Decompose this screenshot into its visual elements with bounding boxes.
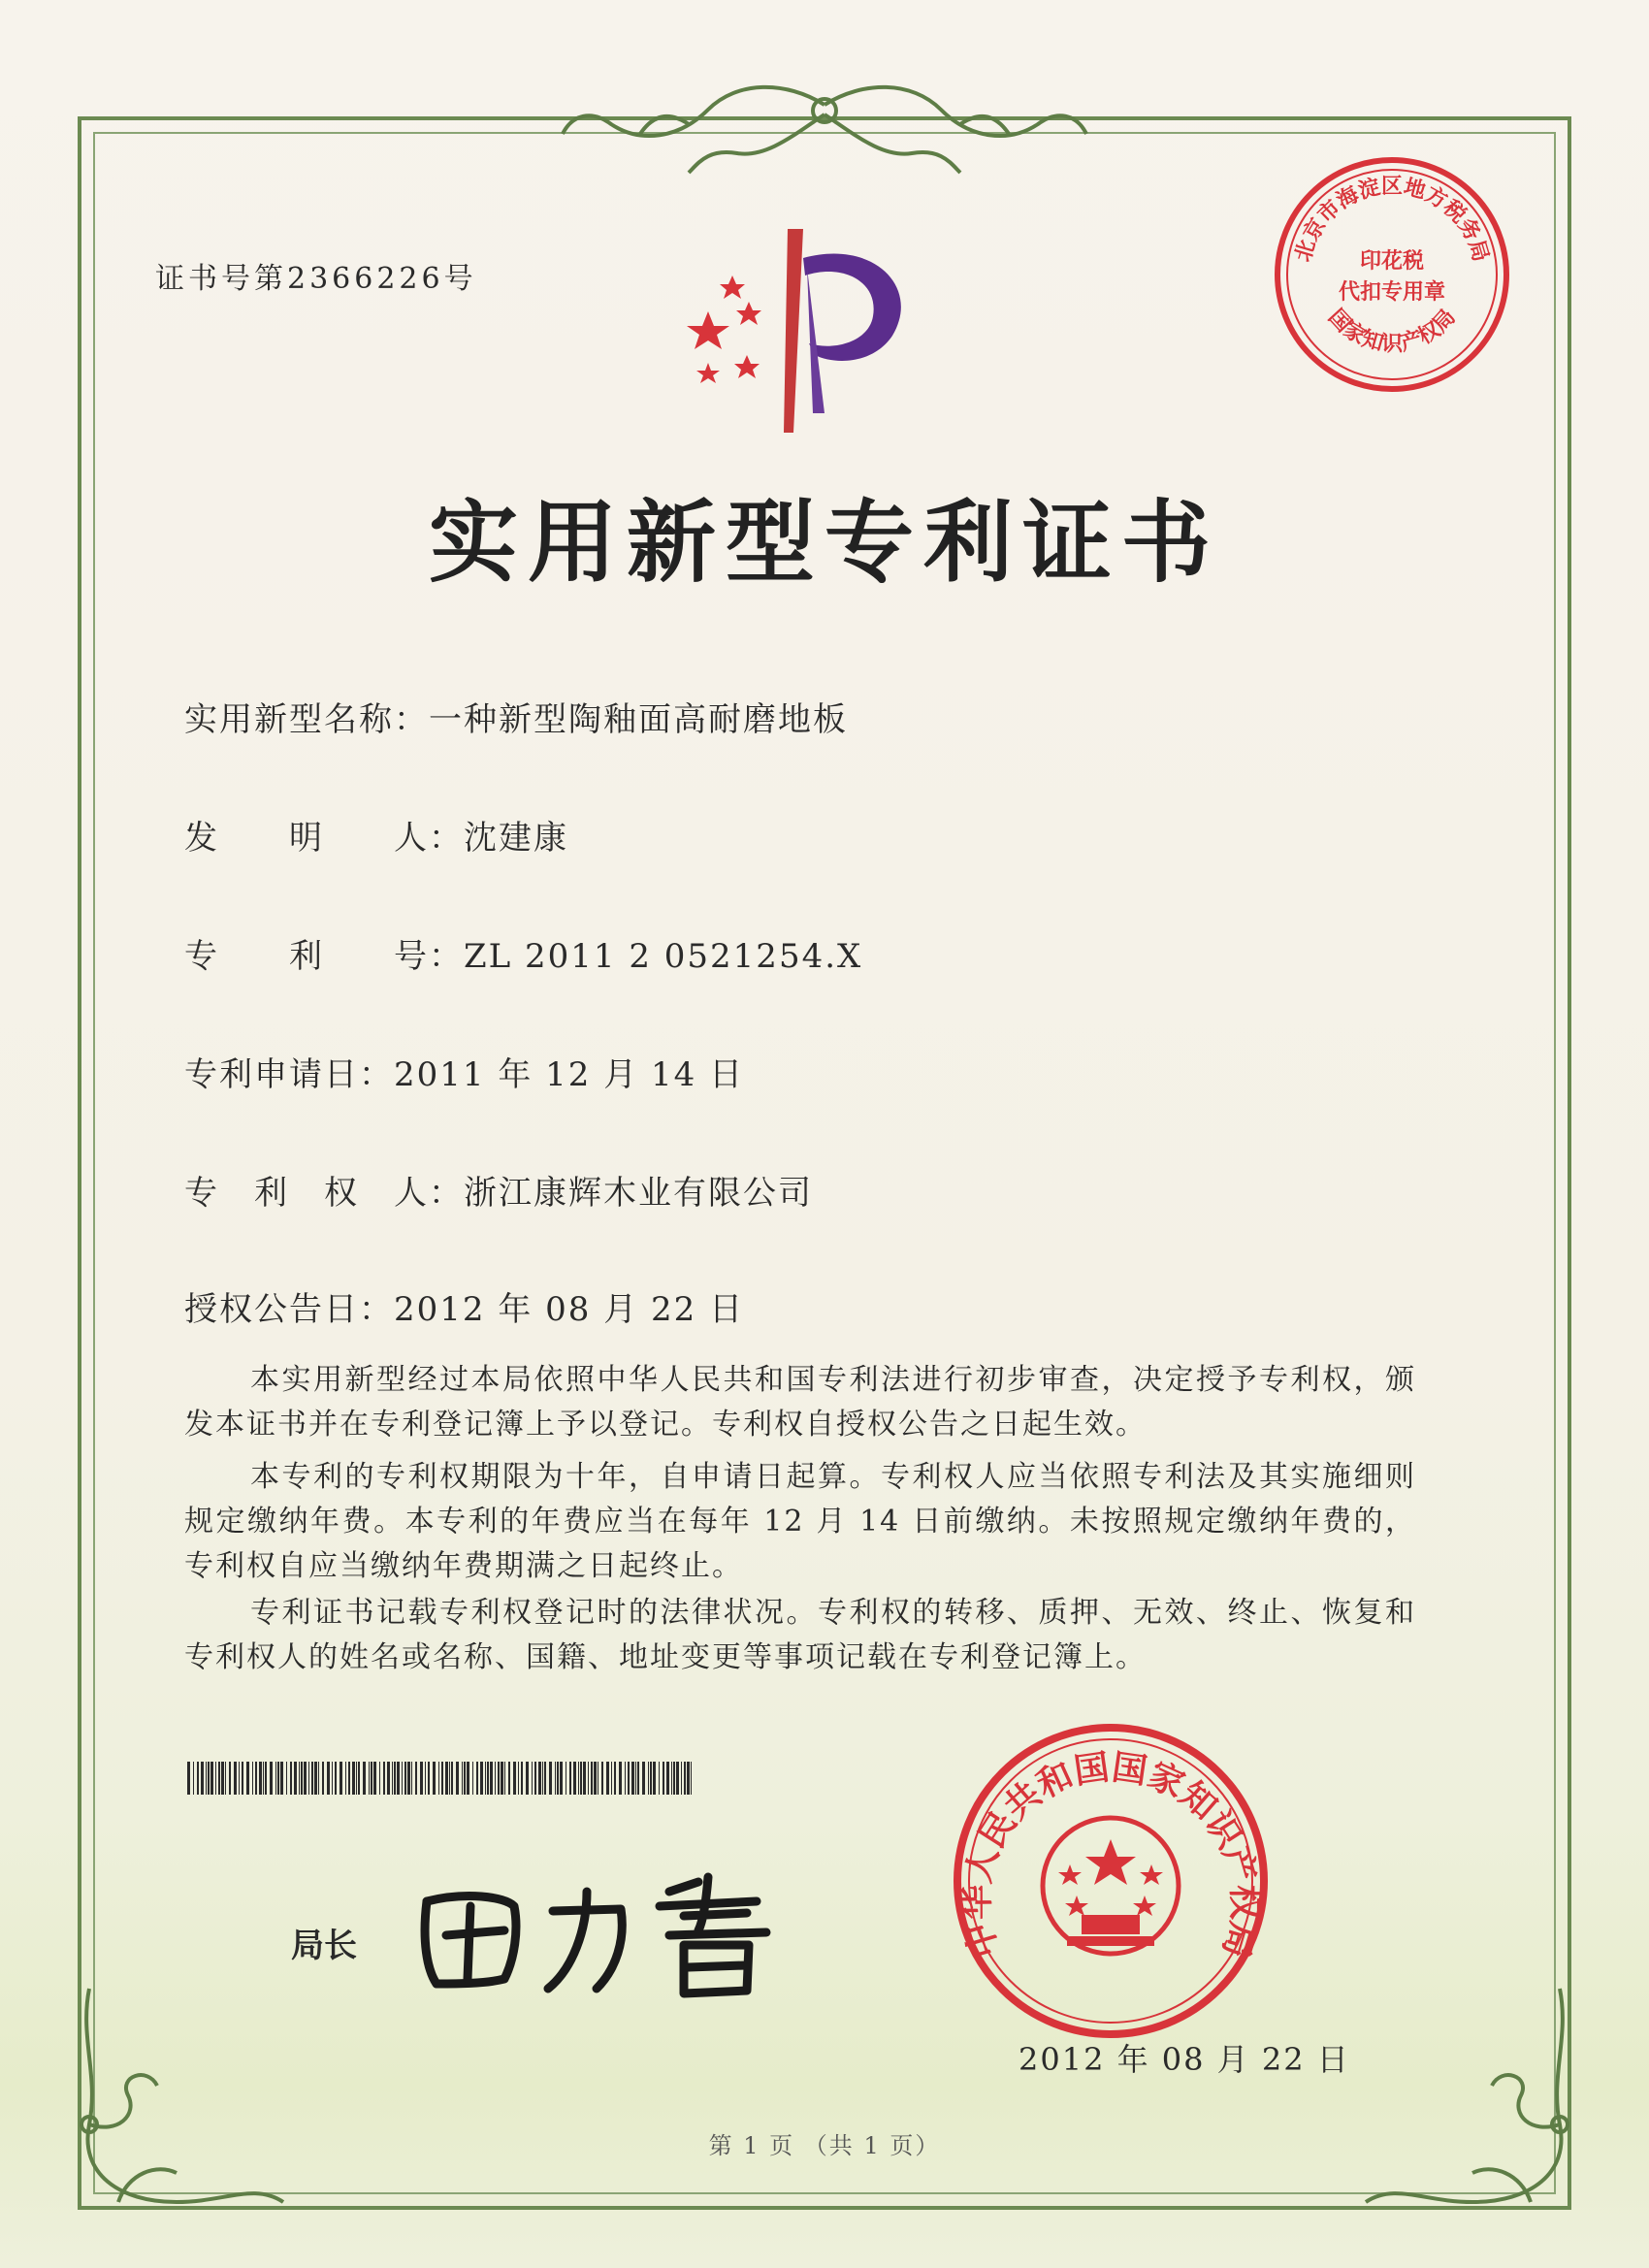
barcode-bar — [521, 1762, 523, 1795]
barcode-bar — [676, 1762, 679, 1795]
barcode-bar — [501, 1762, 503, 1795]
barcode-bar — [495, 1762, 496, 1795]
barcode-bar — [208, 1762, 210, 1795]
barcode-bar — [659, 1762, 660, 1795]
field-application-date — [184, 1048, 744, 1095]
barcode-bar — [456, 1762, 459, 1795]
tax-seal-line-1: 印花税 — [1359, 248, 1425, 274]
barcode-bar — [301, 1762, 303, 1795]
barcode-bar — [557, 1762, 559, 1795]
barcode-bar — [275, 1762, 276, 1795]
barcode-bar — [210, 1762, 213, 1795]
barcode-bar — [625, 1762, 626, 1795]
barcode-bar — [445, 1762, 448, 1795]
barcode-bar — [397, 1762, 400, 1795]
barcode-bar — [215, 1762, 216, 1795]
top-ornament — [543, 76, 1106, 182]
barcode-bar — [687, 1762, 690, 1795]
barcode-bar — [462, 1762, 463, 1795]
barcode-bar — [234, 1762, 237, 1795]
barcode-bar — [246, 1762, 249, 1795]
barcode-bar — [404, 1762, 406, 1795]
barcode-bar — [280, 1762, 283, 1795]
barcode-bar — [340, 1762, 342, 1795]
barcode-bar — [221, 1762, 224, 1795]
barcode-bar — [583, 1762, 586, 1795]
field-value: 浙江康辉木业有限公司 — [464, 1174, 813, 1213]
barcode-bar — [392, 1762, 393, 1795]
barcode-bar — [628, 1762, 630, 1795]
barcode-bar — [555, 1762, 556, 1795]
barcode-bar — [411, 1762, 412, 1795]
barcode-bar — [379, 1762, 380, 1795]
field-inventor — [184, 811, 568, 859]
barcode-bar — [242, 1762, 243, 1795]
barcode-bar — [681, 1762, 682, 1795]
barcode-bar — [373, 1762, 376, 1795]
barcode-bar — [606, 1762, 609, 1795]
patent-office-logo — [679, 229, 931, 433]
barcode-bar — [601, 1762, 603, 1795]
barcode-bar — [653, 1762, 656, 1795]
barcode-bar — [544, 1762, 546, 1795]
barcode-bar — [318, 1762, 319, 1795]
barcode-bar — [580, 1762, 582, 1795]
barcode-bar — [441, 1762, 443, 1795]
field-patent-number — [184, 929, 862, 977]
barcode-bar — [299, 1762, 300, 1795]
barcode-bar — [487, 1762, 489, 1795]
field-value: 2012 年 08 月 22 日 — [394, 1290, 745, 1329]
barcode-bar — [673, 1762, 675, 1795]
barcode-bar — [451, 1762, 453, 1795]
field-value: 沈建康 — [464, 819, 568, 858]
field-label: 专利申请日： — [184, 1055, 394, 1094]
body-paragraph-2: 本专利的专利权期限为十年，自申请日起算。专利权人应当依照专利法及其实施细则规定缴纳年费。本专利的年费应当在每年 12 月 14 日前缴纳。未按照规定缴纳年费的，专利权自应当缴纳年费期满之日起终止。 — [184, 1460, 1416, 1583]
barcode-bar — [345, 1762, 346, 1795]
barcode-bar — [206, 1762, 207, 1795]
page-number: 第 1 页 （共 1 页） — [708, 2132, 941, 2159]
barcode-bar — [464, 1762, 466, 1795]
barcode-bar — [304, 1762, 307, 1795]
barcode-bar — [508, 1762, 510, 1795]
field-value: 2011 年 12 月 14 日 — [394, 1055, 745, 1094]
barcode-bar — [259, 1762, 262, 1795]
barcode-bar — [277, 1762, 279, 1795]
barcode-bar — [611, 1762, 612, 1795]
barcode-bar — [363, 1762, 366, 1795]
field-utility-model-name — [184, 693, 848, 740]
barcode-bar — [290, 1762, 292, 1795]
barcode-bar — [308, 1762, 309, 1795]
barcode-bar — [671, 1762, 672, 1795]
barcode-bar — [415, 1762, 417, 1795]
barcode-bar — [619, 1762, 622, 1795]
barcode-bar — [449, 1762, 450, 1795]
barcode-bar — [358, 1762, 360, 1795]
barcode-bar — [538, 1762, 541, 1795]
barcode-bar — [467, 1762, 469, 1795]
field-label: 发 明 人： — [184, 819, 464, 858]
tax-seal-stamp — [1271, 153, 1513, 396]
barcode-bar — [518, 1762, 519, 1795]
barcode-bar — [635, 1762, 636, 1795]
barcode-bar — [263, 1762, 264, 1795]
barcode-bar — [286, 1762, 287, 1795]
seal-date: 2012 年 08 月 22 日 — [1018, 2041, 1350, 2078]
barcode-bar — [560, 1762, 563, 1795]
barcode-bar — [311, 1762, 313, 1795]
barcode-bar — [425, 1762, 426, 1795]
barcode-bar — [490, 1762, 493, 1795]
barcode-bar — [480, 1762, 483, 1795]
barcode-bar — [369, 1762, 370, 1795]
barcode-bar — [591, 1762, 593, 1795]
barcode-bar — [684, 1762, 686, 1795]
barcode-bar — [542, 1762, 543, 1795]
barcode-bar — [327, 1762, 330, 1795]
barcode-bar — [534, 1762, 536, 1795]
barcode-bar — [526, 1762, 529, 1795]
barcode-bar — [294, 1762, 297, 1795]
barcode-bar — [614, 1762, 616, 1795]
barcode-bar — [485, 1762, 486, 1795]
barcode-bar — [588, 1762, 589, 1795]
barcode-bar — [594, 1762, 597, 1795]
barcode-bar — [438, 1762, 439, 1795]
barcode-bar — [197, 1762, 199, 1795]
director-signature — [407, 1863, 795, 2008]
national-seal-text: 中华人民共和国国家知识产权局 — [955, 1746, 1266, 1963]
barcode-bar — [322, 1762, 324, 1795]
barcode-bar — [573, 1762, 576, 1795]
barcode-bar — [255, 1762, 257, 1795]
field-label: 授权公告日： — [184, 1290, 394, 1329]
body-paragraph-3: 专利证书记载专利权登记时的法律状况。专利权的转移、质押、无效、终止、恢复和专利权人的姓名或名称、国籍、地址变更等事项记载在专利登记簿上。 — [184, 1596, 1416, 1674]
barcode-bar — [532, 1762, 533, 1795]
director-title: 局长 — [291, 1927, 357, 1965]
bottom-right-ornament — [1356, 1979, 1589, 2231]
certificate-title: 实用新型专利证书 — [428, 490, 1220, 595]
barcode-bar — [637, 1762, 639, 1795]
barcode-bar — [270, 1762, 273, 1795]
field-label: 专 利 权 人： — [184, 1174, 464, 1213]
certificate-inner-border — [93, 132, 1556, 2194]
barcode-bar — [225, 1762, 226, 1795]
barcode-bar — [549, 1762, 552, 1795]
barcode — [187, 1762, 692, 1795]
tax-seal-outer-text: 北京市海淀区地方税务局 — [1290, 173, 1494, 265]
bottom-left-ornament — [60, 1979, 293, 2231]
national-ip-office-seal — [951, 1721, 1271, 2041]
barcode-bar — [691, 1762, 692, 1795]
barcode-bar — [383, 1762, 385, 1795]
field-value: 一种新型陶釉面高耐磨地板 — [429, 700, 848, 739]
barcode-bar — [265, 1762, 267, 1795]
barcode-bar — [642, 1762, 645, 1795]
barcode-bar — [348, 1762, 350, 1795]
barcode-bar — [371, 1762, 372, 1795]
barcode-bar — [314, 1762, 317, 1795]
barcode-bar — [498, 1762, 500, 1795]
barcode-bar — [420, 1762, 423, 1795]
barcode-bar — [394, 1762, 396, 1795]
barcode-bar — [356, 1762, 357, 1795]
barcode-bar — [229, 1762, 231, 1795]
barcode-bar — [666, 1762, 669, 1795]
barcode-bar — [218, 1762, 220, 1795]
barcode-bar — [476, 1762, 478, 1795]
barcode-bar — [252, 1762, 253, 1795]
barcode-bar — [402, 1762, 403, 1795]
certificate-number: 证书号第2366226号 — [155, 262, 477, 296]
barcode-bar — [650, 1762, 652, 1795]
barcode-bar — [187, 1762, 190, 1795]
barcode-bar — [663, 1762, 664, 1795]
barcode-bar — [335, 1762, 337, 1795]
tax-seal-bottom-text: 国家知识产权局 — [1323, 304, 1461, 357]
barcode-bar — [387, 1762, 390, 1795]
field-label: 专 利 号： — [184, 937, 464, 976]
field-patentee — [184, 1166, 813, 1214]
body-paragraph-1: 本实用新型经过本局依照中华人民共和国专利法进行初步审查，决定授予专利权，颁发本证书并在专利登记簿上予以登记。专利权自授权公告之日起生效。 — [184, 1363, 1416, 1442]
svg-text:国家知识产权局 — [1323, 305, 1461, 357]
barcode-bar — [428, 1762, 430, 1795]
barcode-bar — [569, 1762, 571, 1795]
field-label: 实用新型名称： — [184, 700, 429, 739]
barcode-bar — [239, 1762, 240, 1795]
barcode-bar — [504, 1762, 505, 1795]
barcode-bar — [648, 1762, 649, 1795]
barcode-bar — [513, 1762, 516, 1795]
barcode-bar — [332, 1762, 333, 1795]
barcode-bar — [193, 1762, 194, 1795]
barcode-bar — [472, 1762, 473, 1795]
barcode-bar — [352, 1762, 355, 1795]
barcode-bar — [201, 1762, 204, 1795]
field-grant-announcement-date — [184, 1282, 744, 1330]
barcode-bar — [433, 1762, 436, 1795]
field-value: ZL 2011 2 0521254.X — [464, 937, 863, 976]
barcode-bar — [407, 1762, 410, 1795]
barcode-bar — [631, 1762, 634, 1795]
tax-seal-line-2: 代扣专用章 — [1338, 279, 1446, 305]
barcode-bar — [578, 1762, 579, 1795]
